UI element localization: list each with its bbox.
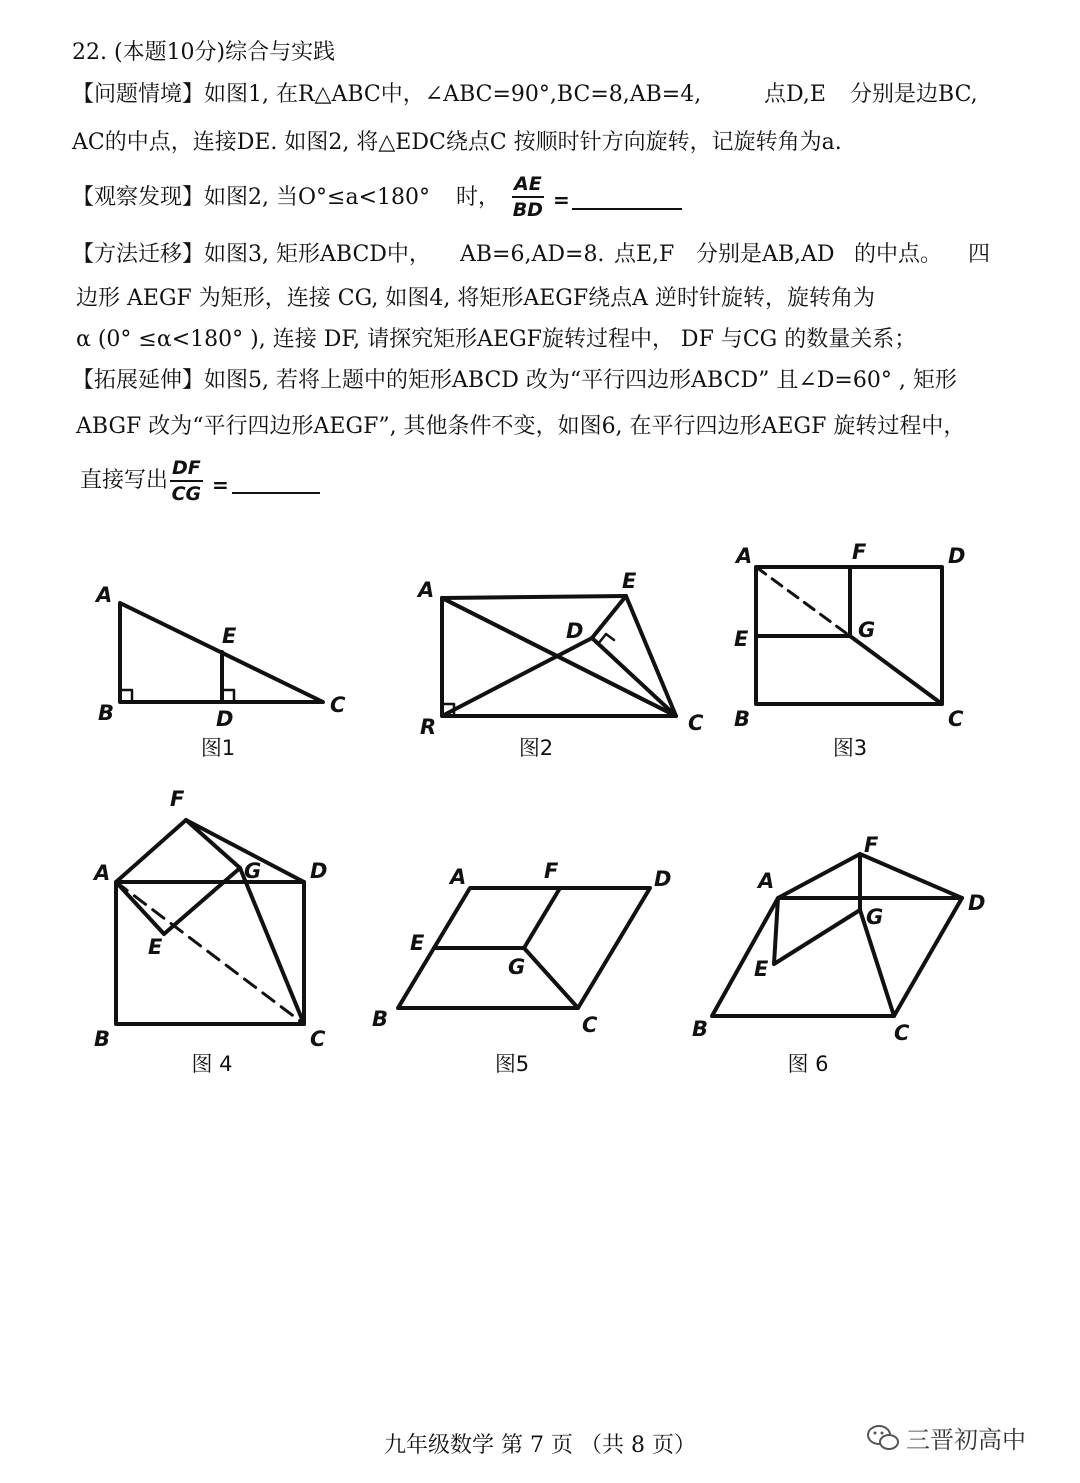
fraction-numerator: DF	[170, 456, 203, 482]
label: F	[544, 859, 559, 883]
label: A	[96, 583, 113, 607]
watermark	[866, 1420, 1026, 1455]
problem-line-6: α (0° ≤α<180° ), 连接 DF, 请探究矩形AEGF旋转过程中， DF 与CG 的数量关系；	[76, 327, 917, 352]
label: E	[754, 957, 769, 981]
problem-line-7: 【拓展延伸】如图5, 若将上题中的矩形ABCD 改为“平行四边形ABCD” 且∠D=60° , 矩形	[72, 368, 957, 393]
label: D	[566, 619, 584, 643]
parallelogram-abcd	[712, 898, 962, 1016]
label: R	[420, 715, 437, 739]
problem-header: 22. (本题10分)综合与实践	[72, 40, 336, 65]
label: E	[148, 935, 163, 959]
label: G	[866, 905, 884, 929]
label: A	[418, 578, 435, 602]
problem-line-4b: AB=6,AD=8.	[460, 242, 605, 267]
right-angle-mark-d	[598, 634, 614, 644]
label: E	[410, 931, 425, 955]
problem-line-8: ABGF 改为“平行四边形AEGF”, 其他条件不变，如图6, 在平行四边形AEGF 旋转过程中，	[76, 414, 966, 439]
label: F	[170, 787, 185, 811]
triangle-edc	[592, 596, 676, 716]
segment-gc	[524, 948, 578, 1008]
label: C	[310, 1027, 326, 1051]
label: C	[948, 707, 964, 731]
problem-line-4f: 四	[968, 242, 991, 267]
label: D	[310, 859, 328, 883]
label: E	[222, 624, 237, 648]
label: A	[450, 865, 467, 889]
label: B	[734, 707, 751, 731]
label: D	[968, 891, 986, 915]
fraction-denominator: CG	[171, 483, 202, 505]
label: E	[734, 627, 749, 651]
label: C	[330, 693, 346, 717]
label: E	[622, 569, 637, 593]
fig4-labels	[92, 787, 327, 1051]
label: D	[216, 707, 234, 731]
label: D	[654, 867, 672, 891]
label: F	[864, 833, 879, 857]
problem-line-1b: 点D,E	[764, 82, 826, 107]
caption-fig4: 图 4	[191, 1052, 233, 1076]
segment-fd	[860, 854, 962, 898]
label: C	[582, 1013, 598, 1037]
problem-line-4d: 分别是AB,AD	[696, 242, 835, 267]
page-footer: 九年级数学 第 7 页 （共 8 页）	[384, 1433, 696, 1458]
problem-line-1c: 分别是边BC,	[850, 82, 978, 107]
figure-4	[116, 820, 304, 1024]
problem-line-4e: 的中点。	[854, 242, 943, 267]
caption-fig3: 图3	[832, 736, 868, 760]
segment-ae	[442, 596, 626, 598]
label: A	[758, 869, 775, 893]
segment-bd	[442, 638, 592, 716]
equals-sign: =	[212, 473, 229, 497]
label: C	[894, 1021, 910, 1045]
fraction-denominator: BD	[512, 199, 543, 221]
caption-fig1: 图1	[200, 736, 236, 760]
equals-sign: =	[553, 188, 570, 212]
segment-gc	[850, 636, 942, 704]
figure-2	[442, 596, 676, 716]
caption-fig5: 图5	[494, 1052, 530, 1076]
label: A	[94, 861, 111, 885]
fraction-numerator: AE	[512, 172, 544, 198]
problem-line-2: AC的中点，连接DE. 如图2, 将△EDC绕点C 按顺时针方向旋转，记旋转角为a.	[72, 130, 842, 155]
figure-3	[756, 567, 942, 704]
parallelogram-aegf	[774, 854, 860, 964]
problem-line-4c: 点E,F	[614, 242, 675, 267]
label: A	[736, 544, 753, 568]
label: F	[852, 540, 867, 564]
problem-line-4a: 【方法迁移】如图3, 矩形ABCD中，	[72, 242, 431, 267]
label: C	[688, 711, 704, 735]
figure-1	[120, 603, 323, 702]
label: D	[948, 544, 966, 568]
label: G	[858, 618, 876, 642]
dashed-ag	[756, 567, 850, 636]
problem-line-5: 边形 AEGF 为矩形，连接 CG, 如图4, 将矩形AEGF绕点A 逆时针旋转，旋转角为	[76, 286, 876, 311]
label: B	[372, 1007, 389, 1031]
watermark-text: 三晋初高中	[906, 1426, 1026, 1454]
figure-6	[712, 854, 962, 1016]
problem-line-3a: 【观察发现】如图2, 当O°≤a<180°	[72, 185, 430, 210]
caption-fig6: 图 6	[787, 1052, 829, 1076]
caption-fig2: 图2	[518, 736, 554, 760]
label: B	[98, 701, 115, 725]
problem-line-9: 直接写出	[80, 468, 169, 493]
figure-5	[398, 888, 650, 1008]
label: B	[692, 1017, 709, 1041]
wechat-icon	[866, 1424, 900, 1452]
text-situation: 【问题情境】如图1, 在R△ABC中，∠ABC=90°,BC=8,AB=4,	[72, 82, 702, 107]
label: G	[508, 955, 526, 979]
label: B	[94, 1027, 111, 1051]
label: G	[244, 859, 262, 883]
problem-line-3b: 时，	[456, 185, 501, 210]
